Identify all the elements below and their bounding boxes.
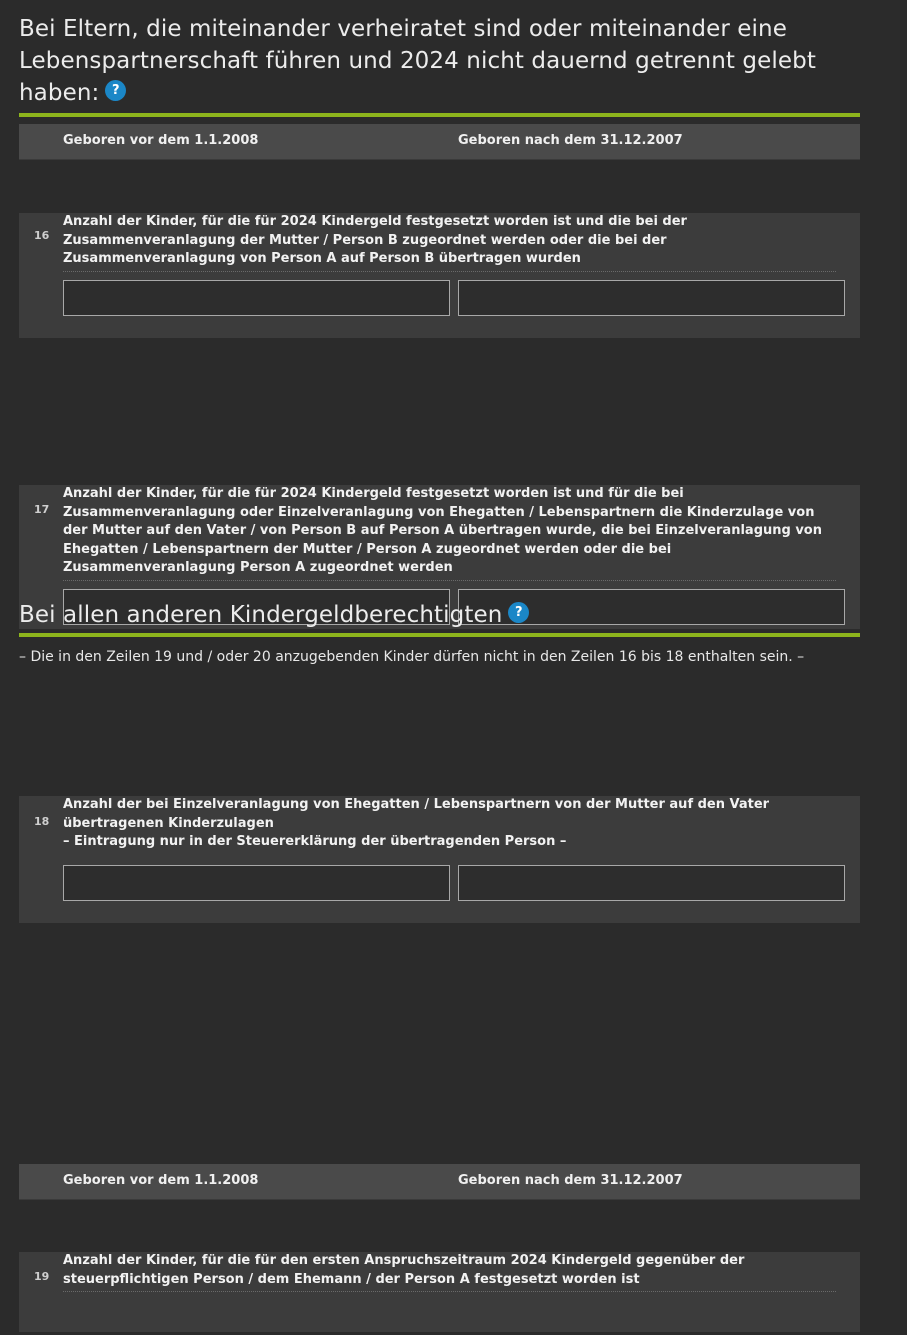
column-header-before: Geboren vor dem 1.1.2008	[63, 133, 259, 148]
row-number: 19	[34, 1270, 50, 1283]
section-1	[19, 13, 860, 109]
section-2	[19, 599, 860, 631]
column-header-after: Geboren nach dem 31.12.2007	[458, 133, 683, 148]
section-1-title: Bei Eltern, die miteinander verheiratet sind oder miteinander eine Lebenspartnerschaft führen und 2024 nicht dauernd getrennt gelebt haben: ?	[19, 16, 816, 106]
section-2-note: – Die in den Zeilen 19 und / oder 20 anzugebenden Kinder dürfen nicht in den Zeilen 16 bis 18 enthalten sein. –	[19, 649, 805, 665]
form-row-18	[19, 796, 860, 926]
row-label	[63, 796, 836, 854]
help-icon[interactable]: ?	[508, 602, 529, 623]
column-header-after: Geboren nach dem 31.12.2007	[458, 1173, 683, 1188]
input-row-16-after[interactable]	[458, 280, 845, 316]
section-1-divider	[19, 113, 860, 117]
input-row-18-after[interactable]	[458, 865, 845, 901]
column-header-before: Geboren vor dem 1.1.2008	[63, 1173, 259, 1188]
section-2-divider	[19, 633, 860, 637]
form-row-19	[19, 1252, 860, 1335]
row-label-main: Anzahl der bei Einzelveranlagung von Ehegatten / Lebenspartnern von der Mutter auf den Vater übertragenen Kinderzulagen	[63, 797, 770, 831]
section-2-title: Bei allen anderen Kindergeldberechtigten ?	[19, 599, 860, 631]
row-number: 17	[34, 503, 50, 516]
column-header	[19, 1164, 860, 1200]
input-row-16-before[interactable]	[63, 280, 450, 316]
row-label: Anzahl der Kinder, für die für den ersten Anspruchszeitraum 2024 Kindergeld gegenüber der steuerpflichtigen Person / dem Ehemann / der Person A festgesetzt worden ist	[63, 1252, 836, 1292]
row-label: Anzahl der Kinder, für die für 2024 Kindergeld festgesetzt worden ist und die bei der Zusammenveranlagung der Mutter / Person B zugeordnet werden oder die bei der Zusammenveranlagung von Person A auf Person B übertragen wurden	[63, 213, 836, 272]
row-number: 16	[34, 229, 50, 242]
form-row-16	[19, 213, 860, 341]
column-header	[19, 124, 860, 160]
input-row-18-before[interactable]	[63, 865, 450, 901]
row-label: Anzahl der Kinder, für die für 2024 Kindergeld festgesetzt worden ist und für die bei Zusammenveranlagung oder Einzelveranlagung von Ehegatten / Lebenspartnern die Kinderzulage von der Mutter auf den Vater / von Person B auf Person A übertragen wurde, die bei Einzelveranlagung von Ehegatten / Lebenspartnern der Mutter / Person A zugeordnet werden oder die bei Zusammenveranlagung Person A zugeordnet werden	[63, 485, 836, 581]
help-icon[interactable]: ?	[105, 80, 126, 101]
row-number: 18	[34, 815, 50, 828]
row-label-note: – Eintragung nur in der Steuererklärung der übertragenden Person –	[63, 834, 567, 849]
